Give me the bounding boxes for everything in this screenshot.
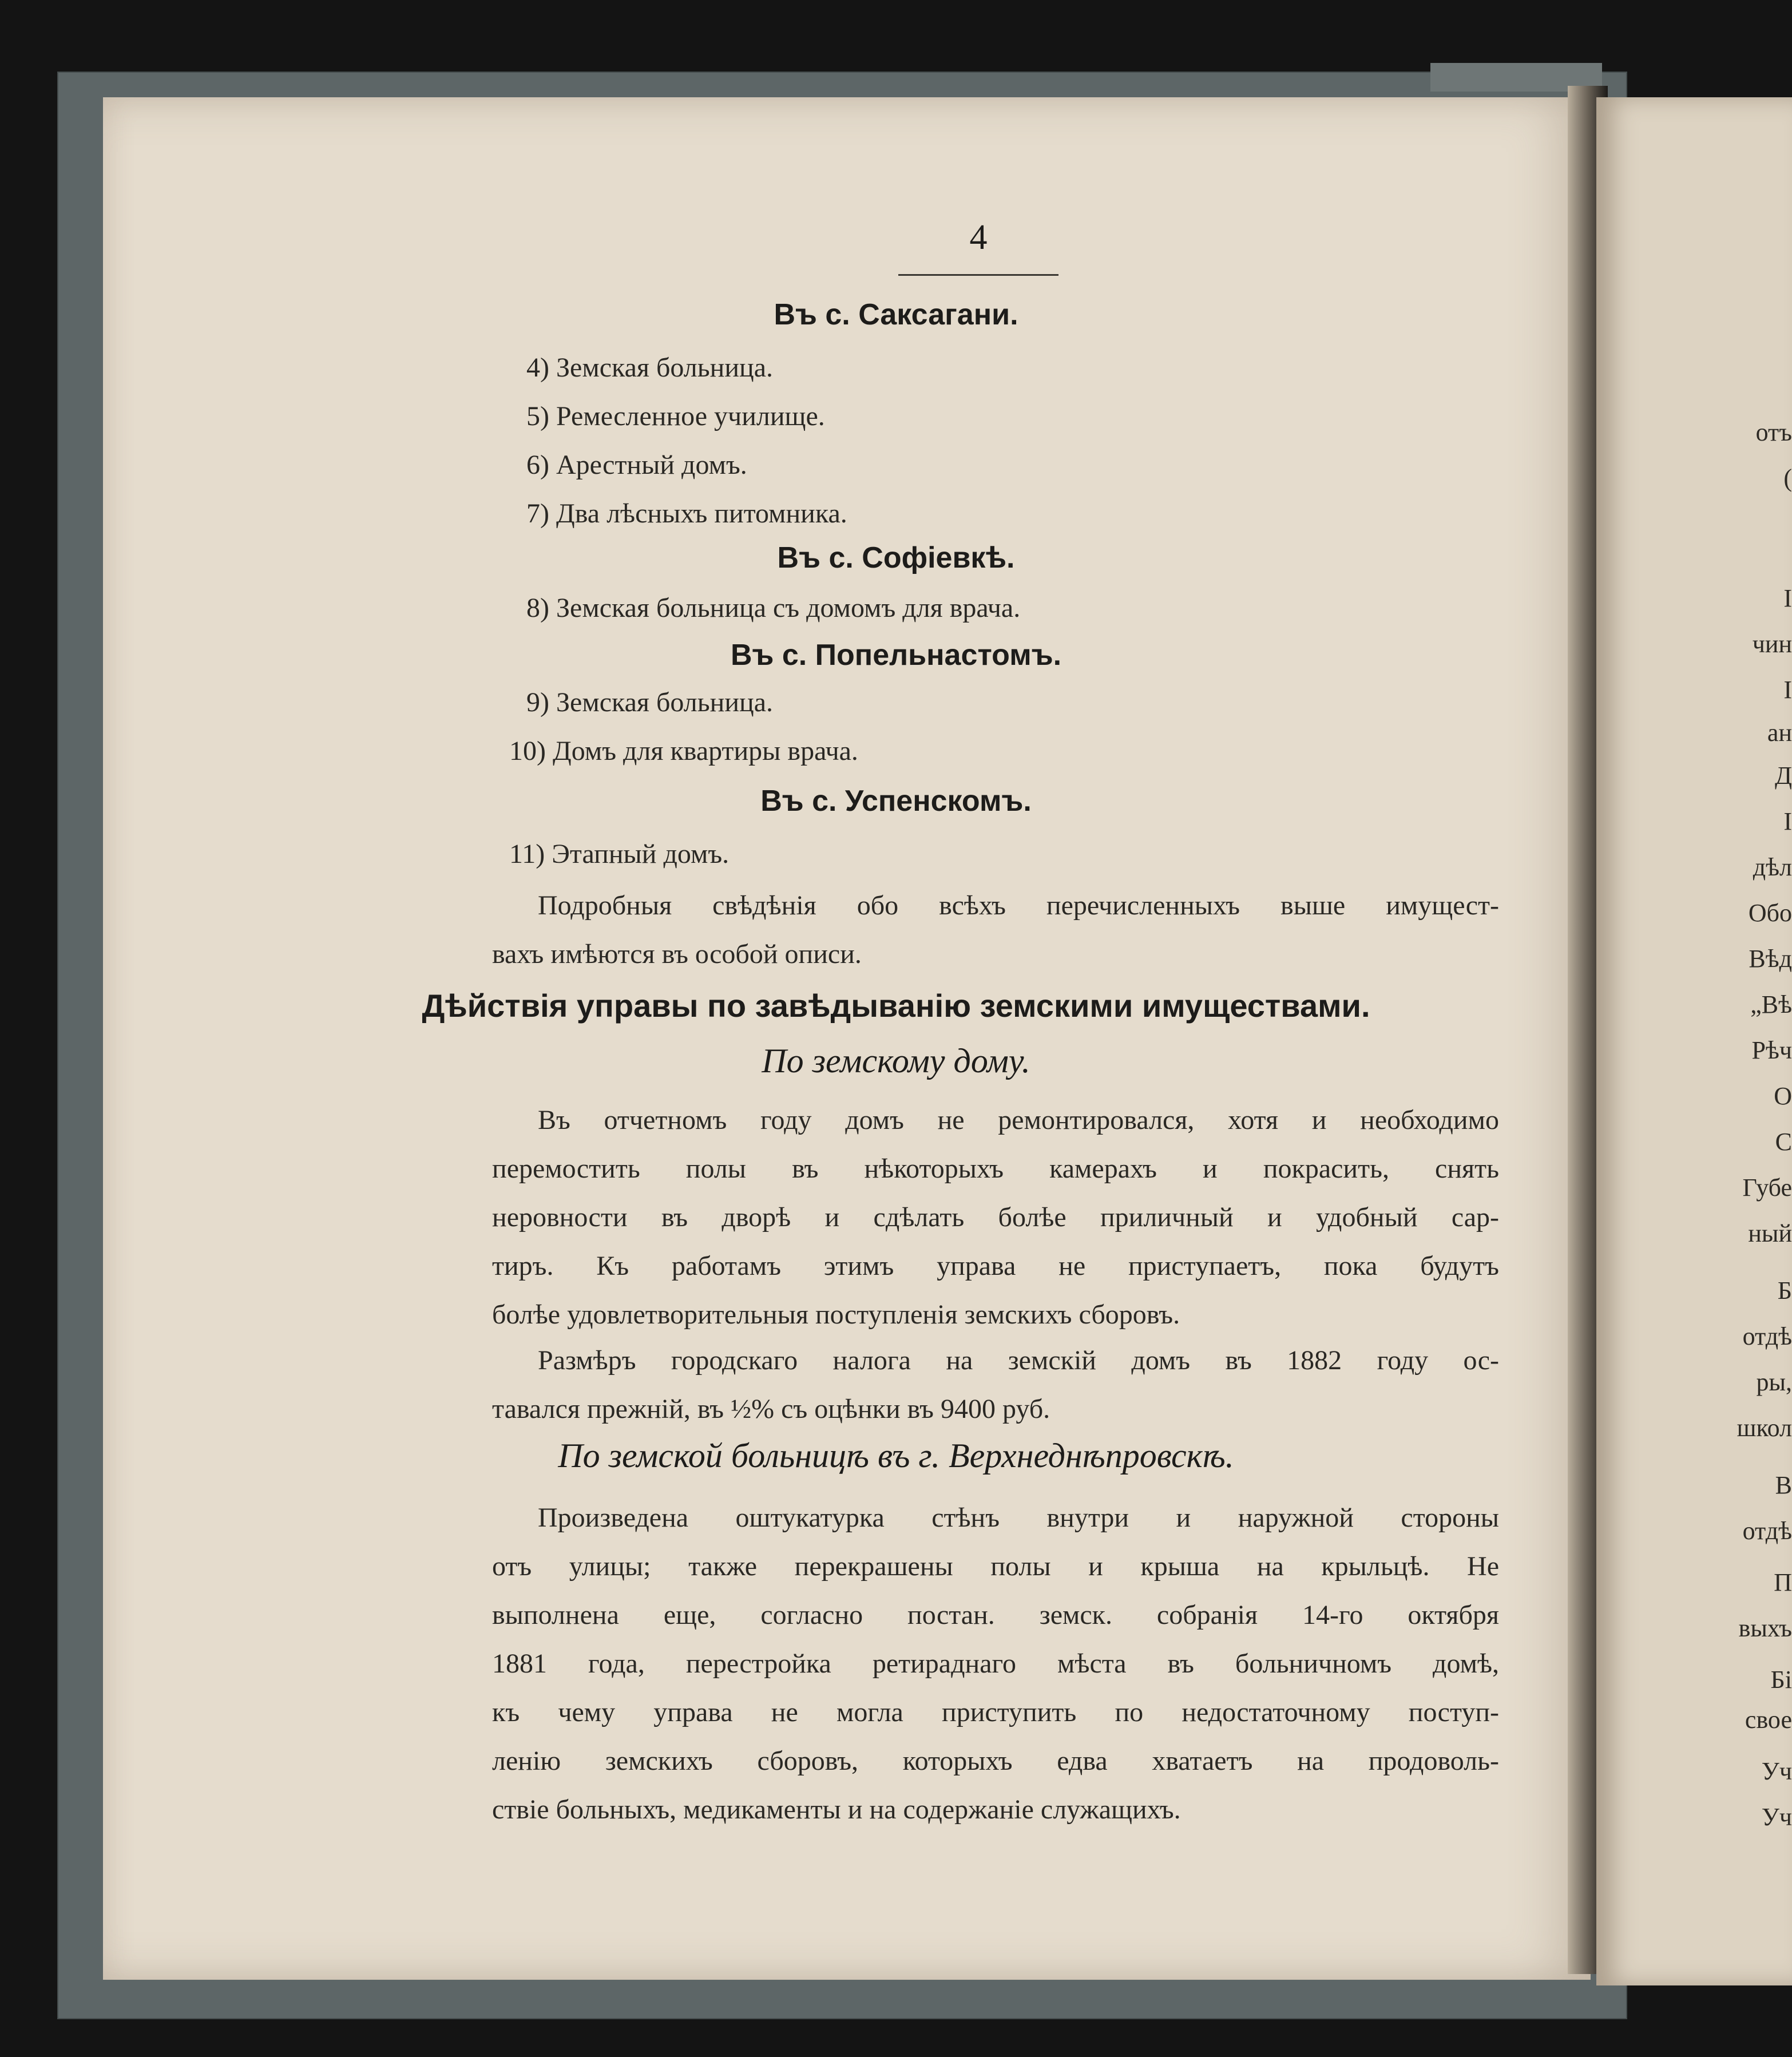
list-item: 11) Этапный домъ. bbox=[509, 839, 730, 869]
list-item: 9) Земская больница. bbox=[526, 687, 773, 718]
subhead-house: По земскому дому. bbox=[762, 1042, 1030, 1080]
subhead-hospital: По земской больницѣ въ г. Верхнеднѣпровскѣ. bbox=[558, 1437, 1234, 1475]
next-page-fragment: Рѣч bbox=[1751, 1036, 1792, 1064]
list-item: 8) Земская больница съ домомъ для врача. bbox=[526, 593, 1021, 623]
next-page-fragment: Д bbox=[1774, 762, 1792, 790]
page-number: 4 bbox=[898, 217, 1058, 276]
next-page-fragment: I bbox=[1783, 676, 1792, 704]
heading-sofievka: Въ с. Софіевкѣ. bbox=[777, 541, 1015, 574]
next-page-fragment: ан bbox=[1767, 719, 1792, 747]
section-title: Дѣйствія управы по завѣдыванію земскими имуществами. bbox=[422, 988, 1370, 1024]
text-line: Произведена оштукатурка стѣнъ внутри и наружной стороны bbox=[538, 1503, 1499, 1533]
text-line: вахъ имѣются въ особой описи. bbox=[492, 939, 862, 969]
next-page-fragment: ( bbox=[1783, 464, 1792, 492]
next-page-fragment: Б bbox=[1777, 1277, 1792, 1305]
heading-popelnastom: Въ с. Попельнастомъ. bbox=[730, 639, 1062, 672]
text-line: ствіе больныхъ, медикаменты и на содержаніе служащихъ. bbox=[492, 1794, 1181, 1825]
next-page-fragment: Вѣд bbox=[1749, 945, 1792, 973]
next-page-fragment: О bbox=[1774, 1082, 1792, 1110]
text-line: Подробныя свѣдѣнія обо всѣхъ перечисленныхъ выше имущест- bbox=[538, 890, 1499, 921]
list-item: 6) Арестный домъ. bbox=[526, 450, 747, 480]
next-page-fragment: отъ bbox=[1755, 418, 1792, 446]
next-page-fragment: С bbox=[1775, 1128, 1792, 1156]
hospital-paragraph bbox=[492, 1493, 1499, 1834]
text-line: ленію земскихъ сборовъ, которыхъ едва хватаетъ на продоволь- bbox=[492, 1746, 1499, 1776]
list-item: 10) Домъ для квартиры врача. bbox=[509, 736, 858, 766]
text-line: тиръ. Къ работамъ этимъ управа не приступаетъ, пока будутъ bbox=[492, 1251, 1499, 1281]
list-item: 4) Земская больница. bbox=[526, 352, 773, 383]
next-page-fragment: школ bbox=[1737, 1414, 1792, 1442]
next-page-fragment: отдѣ bbox=[1742, 1322, 1792, 1350]
text-line: выполнена еще, согласно постан. земск. собранія 14-го октября bbox=[492, 1600, 1499, 1630]
text-line: къ чему управа не могла приступить по недостаточному поступ- bbox=[492, 1697, 1499, 1727]
next-page-fragment: Губе bbox=[1742, 1174, 1792, 1202]
next-page-fragment: дѣл bbox=[1753, 853, 1792, 881]
next-page-fragment: ры, bbox=[1756, 1368, 1792, 1396]
next-page-fragment: В bbox=[1775, 1471, 1792, 1499]
text-line: болѣе удовлетворительныя поступленія земскихъ сборовъ. bbox=[492, 1299, 1180, 1330]
next-page-fragment: Уч bbox=[1761, 1803, 1792, 1831]
heading-uspenskom: Въ с. Успенскомъ. bbox=[760, 784, 1032, 818]
next-page-fragment: I bbox=[1783, 807, 1792, 835]
next-page-fragment: Обо bbox=[1748, 899, 1792, 927]
text-line: тавался прежній, въ ½% съ оцѣнки въ 9400 руб. bbox=[492, 1394, 1050, 1424]
text-line: отъ улицы; также перекрашены полы и крыша на крыльцѣ. Не bbox=[492, 1551, 1499, 1582]
next-page-fragment: свое bbox=[1745, 1706, 1792, 1734]
next-page-fragment: Бі bbox=[1770, 1666, 1792, 1694]
next-page-fragment: П bbox=[1774, 1568, 1792, 1596]
text-line: неровности въ дворѣ и сдѣлать болѣе приличный и удобный сар- bbox=[492, 1202, 1499, 1232]
text-line: перемостить полы въ нѣкоторыхъ камерахъ и покрасить, снять bbox=[492, 1154, 1499, 1184]
house-paragraph-2 bbox=[492, 1336, 1499, 1433]
house-paragraph-1 bbox=[492, 1096, 1499, 1339]
next-page-fragment: I bbox=[1783, 584, 1792, 612]
text-line: 1881 года, перестройка ретираднаго мѣста въ больничномъ домѣ, bbox=[492, 1648, 1499, 1679]
text-line: Въ отчетномъ году домъ не ремонтировался, хотя и необходимо bbox=[538, 1105, 1499, 1135]
next-page-fragment: ный bbox=[1748, 1219, 1792, 1247]
text-line: Размѣръ городскаго налога на земскій домъ въ 1882 году ос- bbox=[538, 1345, 1499, 1376]
next-page-fragment: Уч bbox=[1761, 1757, 1792, 1785]
list-item: 5) Ремесленное училище. bbox=[526, 401, 825, 431]
next-page-fragment: „Вѣ bbox=[1750, 990, 1792, 1018]
details-paragraph bbox=[492, 881, 1499, 978]
next-page-fragment: отдѣ bbox=[1742, 1517, 1792, 1545]
heading-saksagani: Въ с. Саксагани. bbox=[774, 298, 1018, 331]
next-page-fragment: выхъ bbox=[1738, 1614, 1792, 1642]
list-item: 7) Два лѣсныхъ питомника. bbox=[526, 498, 847, 529]
next-page-fragment: чин bbox=[1752, 630, 1792, 658]
